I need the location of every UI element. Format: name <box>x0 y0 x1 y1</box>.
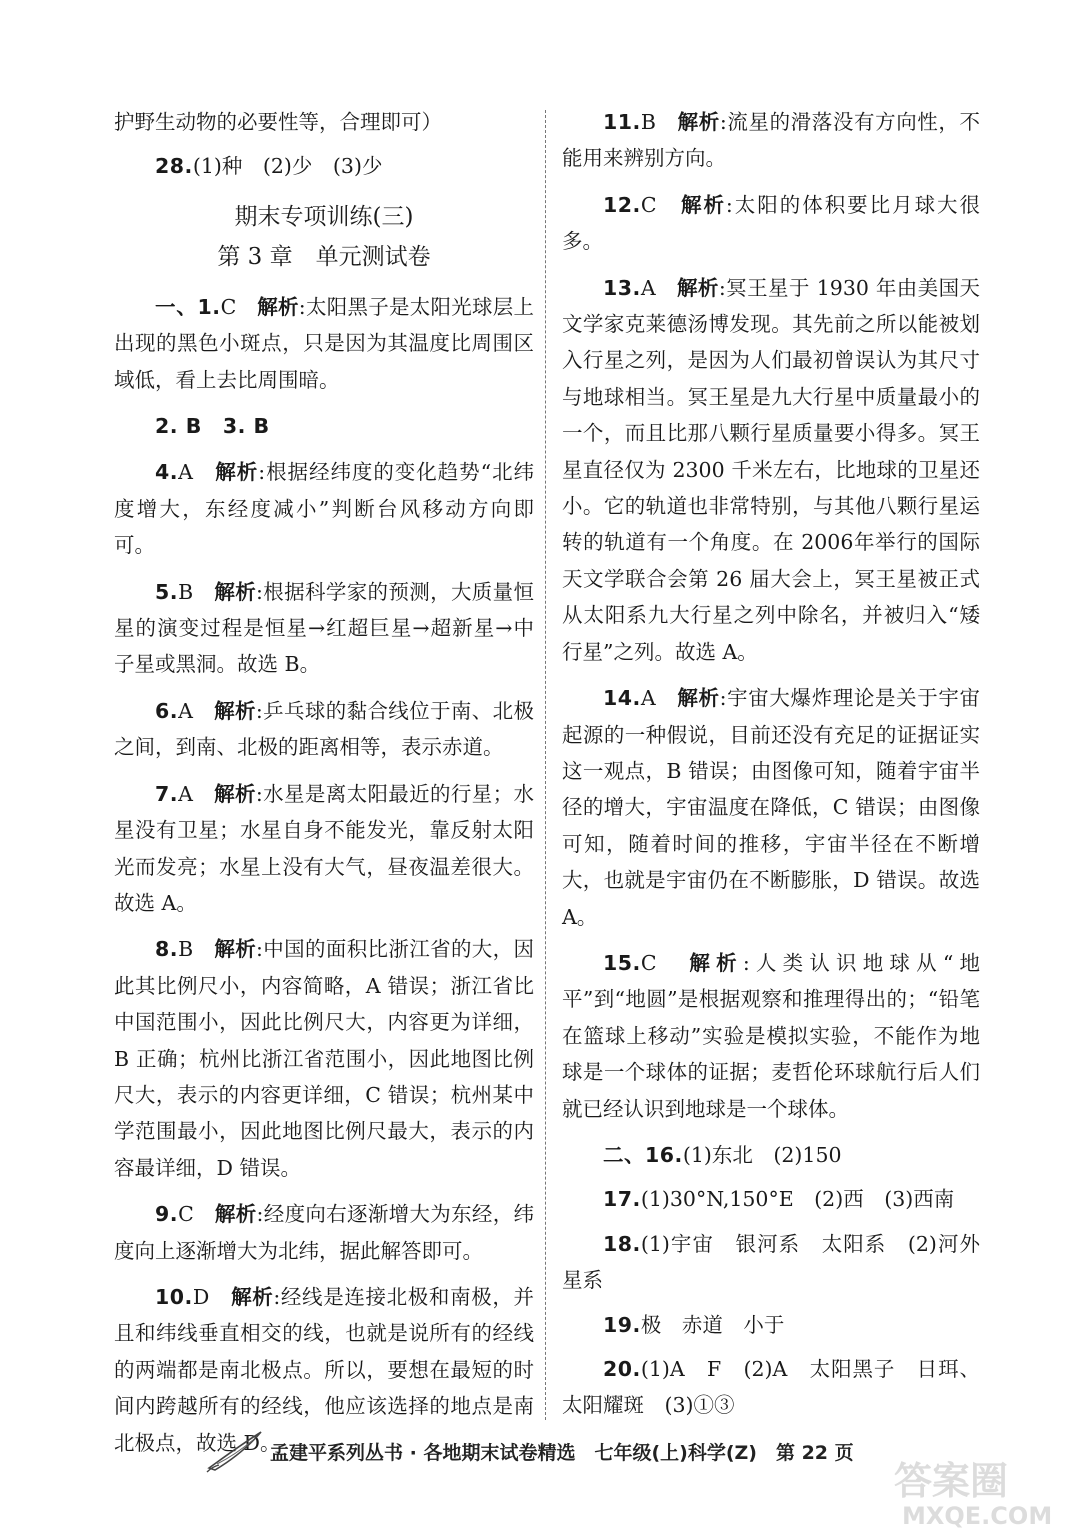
answer-13: 13.A 解析:冥王星于 1930 年由美国天文学家克莱德汤博发现。其先前之所以能被划入行星之列，是因为人们最初曾误认为其尺寸与地球相当。冥王星是九大行星中质量最小的一个，而且比那八颗行星质量要小得多。冥王星直径仅为 2300 千米左右，比地球的卫星还小。它的轨道也非常特别，与其他八颗行星运转的轨道有一个角度。在 2006年举行的国际天文学联合会第 26 届大会上，冥王星被正式从太阳系九大行星之列中除名，并被归入“矮行星”之列。故选 A。 <box>562 275 981 664</box>
answer-11: 11.B 解析:流星的滑落没有方向性，不能用来辨别方向。 <box>562 110 981 171</box>
answer-16: 二、16.(1)东北 (2)150 <box>603 1142 842 1167</box>
answer-8: 8.B 解析:中国的面积比浙江省的大，因此其比例尺小，内容简略，A 错误；浙江省比中国范围小，因此比例尺大，内容更为详细，B 正确；杭州比浙江省范围小，因此地图比例尺大，表示的内容更详细，C 错误；杭州某中学范围最小，因此地图比例尺最大，表示的内容最详细，D 错误。 <box>114 937 535 1180</box>
answer-1: 一、1.C 解析:太阳黑子是太阳光球层上出现的黑色小斑点，只是因为其温度比周围区域低，看上去比周围暗。 <box>114 294 534 392</box>
watermark-logo-icon <box>888 1454 1058 1530</box>
left-column <box>114 104 534 1471</box>
answer-6: 6.A 解析:乒乓球的黏合线位于南、北极之间，到南、北极的距离相等，表示赤道。 <box>114 698 535 760</box>
feather-logo-icon <box>205 1428 265 1474</box>
answer-14: 14.A 解析:宇宙大爆炸理论是关于宇宙起源的一种假说，目前还没有充足的证据证实这一观点，B 错误；由图像可知，随着宇宙半径的增大，宇宙温度在降低，C 错误；由图像可知，随着时间的推移，宇宙半径在不断增大，也就是宇宙仍在不断膨胀，D 错误。故选 A。 <box>562 686 981 929</box>
watermark-url: MXQE.COM <box>902 1502 1053 1530</box>
answer-19: 19.极 赤道 小于 <box>603 1312 785 1337</box>
column-divider <box>545 110 546 1420</box>
answer-17: 17.(1)30°N,150°E (2)西 (3)西南 <box>603 1187 955 1212</box>
answer-28: 28.(1)种 (2)少 (3)少 <box>155 154 383 179</box>
answer-7: 7.A 解析:水星是离太阳最近的行星；水星没有卫星；水星自身不能发光，靠反射太阳光而发亮；水星上没有大气，昼夜温差很大。故选 A。 <box>114 781 535 915</box>
section-subheading: 第 3 章 单元测试卷 <box>217 243 431 270</box>
section-heading: 期末专项训练(三) <box>234 203 414 230</box>
answer-9: 9.C 解析:经度向右逐渐增大为东经，纬度向上逐渐增大为北纬，据此解答即可。 <box>114 1202 535 1263</box>
continuation-text: 护野生动物的必要性等，合理即可） <box>114 110 442 134</box>
answer-20: 20.(1)A F (2)A 太阳黑子 日珥、太阳耀斑 (3)①③ <box>562 1357 980 1418</box>
page-footer: 孟建平系列丛书 · 各地期末试卷精选 七年级(上)科学(Z) 第 22 页 <box>270 1442 854 1464</box>
answer-12: 12.C 解析:太阳的体积要比月球大很多。 <box>562 192 981 254</box>
answer-2-3: 2. B 3. B <box>155 414 270 439</box>
answer-15: 15.C 解析:人类认识地球从“地平”到“地圆”是根据观察和推理得出的；“铅笔在篮球上移动”实验是模拟实验，不能作为地球是一个球体的证据；麦哲伦环球航行后人们就已经认识到地球是一个球体。 <box>562 950 981 1121</box>
answer-5: 5.B 解析:根据科学家的预测，大质量恒星的演变过程是恒星→红超巨星→超新星→中子星或黑洞。故选 B。 <box>114 579 535 677</box>
answer-18: 18.(1)宇宙 银河系 太阳系 (2)河外星系 <box>562 1231 980 1293</box>
answer-10: 10.D 解析:经线是连接北极和南极，并且和纬线垂直相交的线，也就是说所有的经线的两端都是南北极点。所以，要想在最短的时间内跨越所有的经线，他应该选择的地点是南北极点，故选 D。 <box>114 1284 535 1455</box>
watermark-title: 答案圈 <box>894 1459 1009 1503</box>
answer-4: 4.A 解析:根据经纬度的变化趋势“北纬度增大，东经度减小”判断台风移动方向即可。 <box>114 460 535 558</box>
right-column <box>562 104 980 1432</box>
